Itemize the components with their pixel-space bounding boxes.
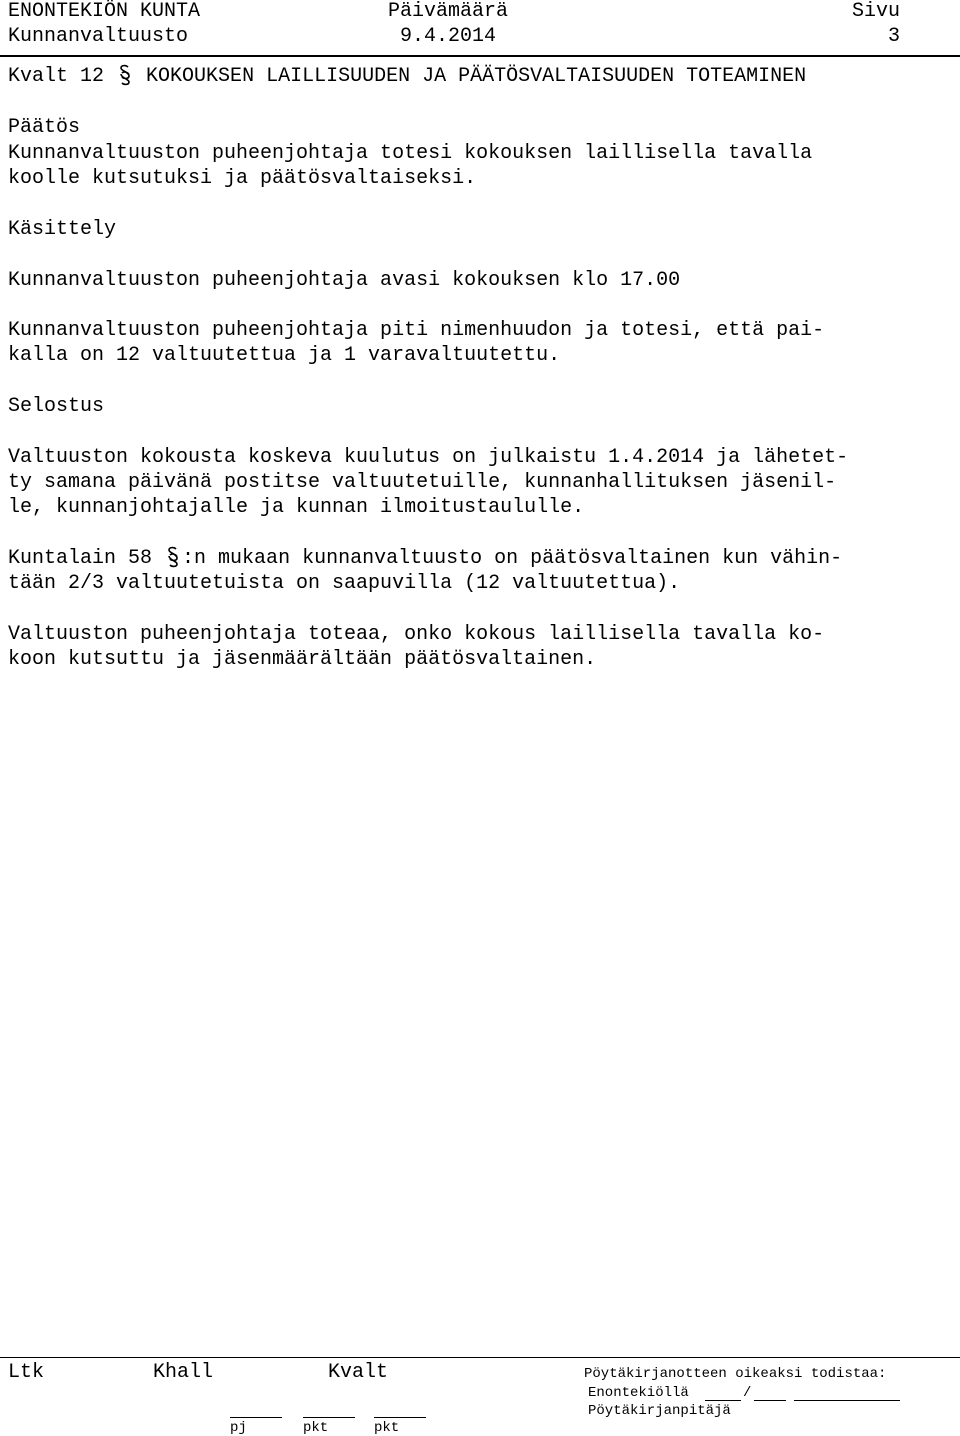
page-number: 3 bbox=[888, 25, 901, 48]
item-title bbox=[8, 64, 948, 89]
explanation-line: Valtuuston kokousta koskeva kuulutus on julkaistu 1.4.2014 ja lähetet- bbox=[8, 446, 849, 469]
section-sign-icon bbox=[164, 546, 182, 568]
initials-line-2 bbox=[303, 1417, 355, 1418]
processing-heading: Käsittely bbox=[8, 218, 117, 241]
initials-line-1 bbox=[230, 1417, 282, 1418]
certification-label: Pöytäkirjanotteen oikeaksi todistaa: bbox=[584, 1366, 887, 1382]
processing-line: kalla on 12 valtuutettua ja 1 varavaltuutettu. bbox=[8, 344, 561, 367]
explanation-heading: Selostus bbox=[8, 395, 105, 418]
date-label: Päivämäärä bbox=[388, 0, 509, 23]
initials-checker-1: pkt bbox=[303, 1420, 329, 1436]
explanation-line bbox=[8, 546, 948, 571]
item-number: Kvalt 12 bbox=[8, 65, 105, 88]
explanation-line: tään 2/3 valtuutetuista on saapuvilla (12 valtuutettua). bbox=[8, 572, 681, 595]
date-day-line bbox=[705, 1400, 741, 1401]
header-divider bbox=[0, 55, 960, 57]
explanation-line: ty samana päivänä postitse valtuutetuille, kunnanhallituksen jäsenil- bbox=[8, 471, 837, 494]
initials-chair: pj bbox=[230, 1420, 247, 1436]
date-separator: / bbox=[743, 1385, 752, 1401]
item-title-text: KOKOUKSEN LAILLISUUDEN JA PÄÄTÖSVALTAISUUDEN TOTEAMINEN bbox=[146, 65, 807, 88]
explanation-line: koon kutsuttu ja jäsenmäärältään päätösvaltainen. bbox=[8, 648, 597, 671]
processing-paragraph-1: Kunnanvaltuuston puheenjohtaja avasi kokouksen klo 17.00 bbox=[8, 269, 681, 292]
explanation-line: Valtuuston puheenjohtaja toteaa, onko kokous laillisella tavalla ko- bbox=[8, 623, 825, 646]
initials-line-3 bbox=[374, 1417, 426, 1418]
footer-divider bbox=[0, 1357, 960, 1358]
decision-heading: Päätös bbox=[8, 116, 81, 139]
footer-abbr-kvalt: Kvalt bbox=[328, 1361, 389, 1384]
body-name: Kunnanvaltuusto bbox=[8, 25, 189, 48]
date-month-line bbox=[754, 1400, 786, 1401]
page-label: Sivu bbox=[852, 0, 901, 23]
explanation-paragraph-3 bbox=[8, 622, 948, 672]
header-row-2 bbox=[8, 25, 908, 49]
decision-line: Kunnanvaltuuston puheenjohtaja totesi kokouksen laillisella tavalla bbox=[8, 142, 813, 165]
municipality-name: ENONTEKIÖN KUNTA bbox=[8, 0, 201, 23]
meeting-date: 9.4.2014 bbox=[400, 25, 497, 48]
law-reference: Kuntalain 58 bbox=[8, 547, 153, 570]
decision-text bbox=[8, 141, 948, 191]
header-row-1 bbox=[8, 0, 908, 24]
explanation-paragraph-2 bbox=[8, 546, 948, 596]
initials-checker-2: pkt bbox=[374, 1420, 400, 1436]
processing-line: Kunnanvaltuuston puheenjohtaja piti nimenhuudon ja totesi, että pai- bbox=[8, 319, 825, 342]
signature-line bbox=[794, 1400, 900, 1401]
explanation-paragraph-1 bbox=[8, 445, 948, 520]
certification-place: Enontekiöllä bbox=[588, 1385, 689, 1401]
law-text: :n mukaan kunnanvaltuusto on päätösvaltainen kun vähin- bbox=[182, 547, 843, 570]
footer-abbr-ltk: Ltk bbox=[8, 1361, 45, 1384]
processing-paragraph-2 bbox=[8, 318, 948, 368]
secretary-label: Pöytäkirjanpitäjä bbox=[588, 1403, 731, 1419]
section-sign-icon bbox=[116, 64, 134, 86]
footer-abbr-khall: Khall bbox=[153, 1361, 214, 1384]
decision-line: koolle kutsutuksi ja päätösvaltaiseksi. bbox=[8, 167, 477, 190]
explanation-line: le, kunnanjohtajalle ja kunnan ilmoitustaululle. bbox=[8, 496, 585, 519]
